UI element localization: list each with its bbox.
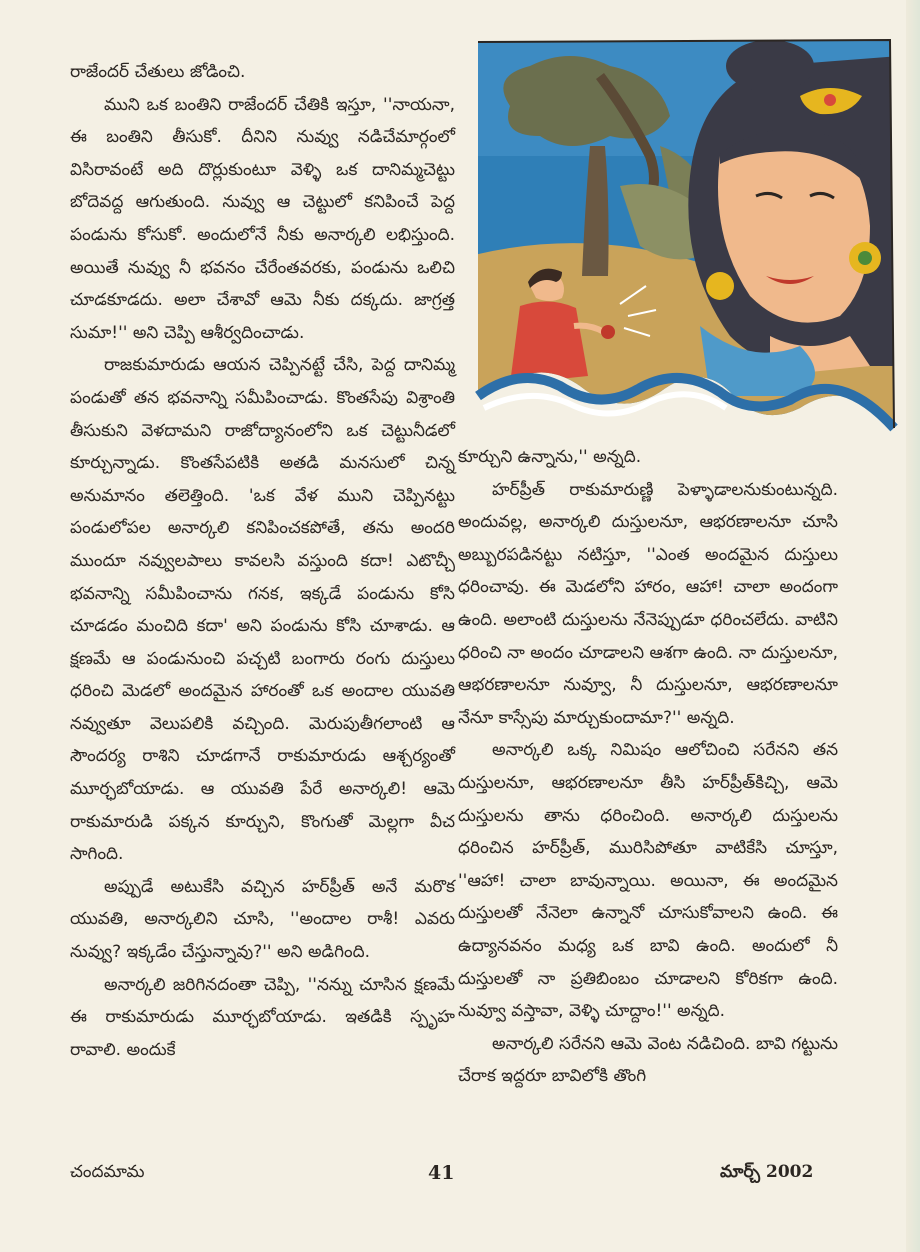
- issue-date: మార్చ్ 2002: [720, 1162, 814, 1182]
- paragraph: హర్‌ప్రీత్ రాకుమారుణ్ణి పెళ్ళాడాలనుకుంటున్నది. అందువల్ల, అనార్కలి దుస్తులనూ, ఆభరణాలనూ చూసి అబ్బురపడినట్టు నటిస్తూ, ''ఎంత అందమైన దుస్తులు ధరించావు. ఈ మెడలోని హారం, ఆహా! చాలా అందంగా ఉంది. అలాంటి దుస్తులను నేనెప్పుడూ ధరించలేదు. వాటిని ధరించి నా అందం చూడాలని ఆశగా ఉంది. నా దుస్తులనూ, ఆభరణాలనూ నువ్వూ, నీ దుస్తులనూ, ఆభరణాలనూ నేనూ కాస్సేపు మార్చుకుందామా?'' అన్నది.: [458, 479, 838, 728]
- left-column: [70, 56, 455, 1066]
- paragraph: రాజకుమారుడు ఆయన చెప్పినట్టే చేసి, పెద్ద దానిమ్మ పండుతో తన భవనాన్ని సమీపించాడు. కొంతసేపు విశ్రాంతి తీసుకుని వెళదామని రాజోద్యానంలోని ఒక చెట్టునీడలో కూర్చున్నాడు. కొంతసేపటికి అతడి మనసులో చిన్న అనుమానం తలెత్తింది. 'ఒక వేళ ముని చెప్పినట్టు పండులోపల అనార్కలి కనిపించకపోతే, తను అందరి ముందూ నవ్వులపాలు కావలసి వస్తుంది కదా! ఎటొచ్చీ భవనాన్ని సమీపించాను గనక, ఇక్కడే పండును కోసి చూడడం మంచిది కదా' అని పండును కోసి చూశాడు. ఆ క్షణమే ఆ పండునుంచి పచ్చటి బంగారు రంగు దుస్తులు ధరించి మెడలో అందమైన హారంతో ఒక అందాల యువతి నవ్వుతూ వెలుపలికి వచ్చింది. మెరుపుతీగలాంటి ఆ సౌందర్య రాశిని చూడగానే రాకుమారుడు ఆశ్చర్యంతో మూర్ఛబోయాడు. ఆ యువతి పేరే అనార్కలి! ఆమె రాకుమారుడి పక్కన కూర్చుని, కొంగుతో మెల్లగా వీచ సాగింది.: [70, 355, 455, 865]
- story-illustration: [470, 36, 900, 436]
- storybook-illustration-icon: [470, 36, 900, 436]
- paragraph: అనార్కలి జరిగినదంతా చెప్పి, ''నన్ను చూసిన క్షణమే ఈ రాకుమారుడు మూర్ఛబోయాడు. ఇతడికి స్పృహ రావాలి. అందుకే: [70, 974, 455, 1060]
- paragraph: ముని ఒక బంతిని రాజేందర్ చేతికి ఇస్తూ, ''నాయనా, ఈ బంతిని తీసుకో. దీనిని నువ్వు నడిచేమార్గంలో విసిరావంటే అది దొర్లుకుంటూ వెళ్ళి ఒక దానిమ్మచెట్టు బోదెవద్ద ఆగుతుంది. నువ్వు ఆ చెట్టులో కనిపించే పెద్ద పండును కోసుకో. అందులోనే నీకు అనార్కలి లభిస్తుంది. అయితే నువ్వు నీ భవనం చేరేంతవరకు, పండును ఒలిచి చూడకూడదు. అలా చేశావో ఆమె నీకు దక్కదు. జాగ్రత్త సుమా!'' అని చెప్పి ఆశీర్వదించాడు.: [70, 94, 455, 343]
- magazine-name: చందమామ: [70, 1162, 145, 1182]
- right-column: [458, 441, 838, 1093]
- page-number: 41: [428, 1162, 455, 1184]
- page-edge: [906, 0, 920, 1252]
- paragraph: అనార్కలి సరేనని ఆమె వెంట నడిచింది. బావి గట్టును చేరాక ఇద్దరూ బావిలోకి తొంగి: [458, 1033, 838, 1087]
- paragraph: అప్పుడే అటుకేసి వచ్చిన హర్‌ప్రీత్ అనే మరొక యువతి, అనార్కలిని చూసి, ''అందాల రాశీ! ఎవరు నువ్వు? ఇక్కడేం చేస్తున్నావు?'' అని అడిగింది.: [70, 876, 455, 963]
- paragraph: రాజేందర్ చేతులు జోడించి.: [70, 62, 246, 82]
- paragraph: కూర్చుని ఉన్నాను,'' అన్నది.: [458, 447, 642, 467]
- paragraph: అనార్కలి ఒక్క నిమిషం ఆలోచించి సరేనని తన దుస్తులనూ, ఆభరణాలనూ తీసి హర్‌ప్రీత్‌కిచ్చి, ఆమె దుస్తులను తాను ధరించింది. అనార్కలి దుస్తులను ధరించిన హర్‌ప్రీత్, మురిసిపోతూ వాటికేసి చూస్తూ, ''ఆహా! చాలా బావున్నాయి. అయినా, ఈ అందమైన దుస్తులతో నేనెలా ఉన్నానో చూసుకోవాలని ఉంది. ఈ ఉద్యానవనం మధ్య ఒక బావి ఉంది. అందులో నీ దుస్తులతో నా ప్రతిబింబం చూడాలని కోరికగా ఉంది. నువ్వూ వస్తావా, వెళ్ళి చూద్దాం!'' అన్నది.: [458, 740, 838, 1022]
